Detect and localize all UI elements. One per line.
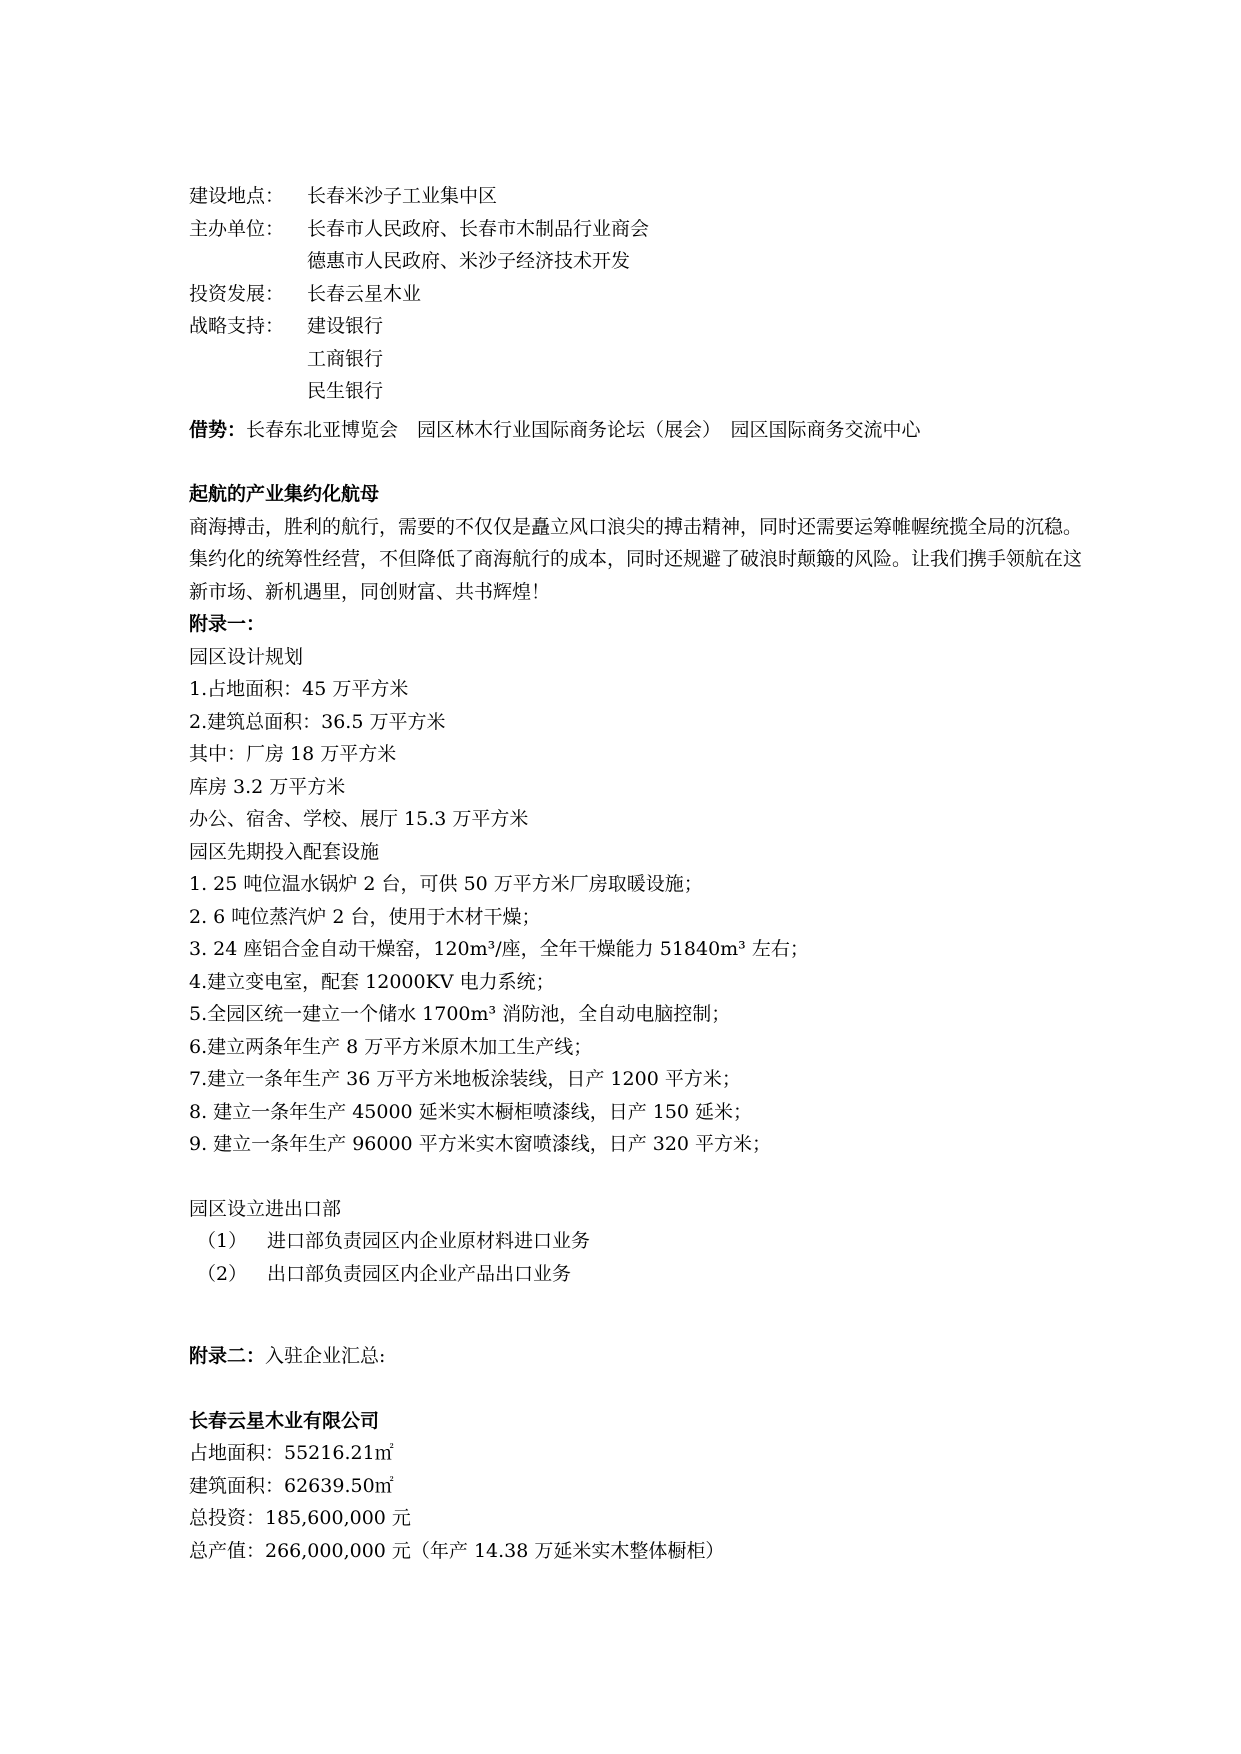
appendix2-title-suffix: 入驻企业汇总: <box>265 1345 386 1367</box>
location-label: 建设地点： <box>189 185 285 207</box>
company-item: 总投资：185,600,000 元 <box>189 1507 411 1529</box>
location-value: 长春米沙子工业集中区 <box>307 185 498 207</box>
support-row <box>189 310 1089 343</box>
appendix1-title: 附录一： <box>189 613 266 635</box>
facility-item: 4.建立变电室，配套 12000KV 电力系统； <box>189 970 555 993</box>
section1-body: 商海搏击，胜利的航行，需要的不仅仅是矗立风口浪尖的搏击精神，同时还需要运筹帷幄统揽全局的沉稳。集约化的统筹性经营，不但降低了商海航行的成本，同时还规避了破浪时颠簸的风险。让我们携手领航在这新市场、新机遇里，同创财富、共书辉煌！ <box>189 515 1083 603</box>
investment-value: 长春云星木业 <box>307 282 422 305</box>
company-item: 占地面积：55216.21㎡ <box>189 1442 394 1464</box>
leverage-row <box>189 414 1089 447</box>
location-row <box>189 180 1089 213</box>
company-item: 总产值：266,000,000 元（年产 14.38 万延米实木整体橱柜） <box>189 1539 725 1562</box>
appendix2-heading <box>189 1340 1089 1373</box>
spacer <box>189 446 1089 478</box>
facility-item: 8. 建立一条年生产 45000 延米实木橱柜喷漆线，日产 150 延米； <box>189 1100 753 1123</box>
investment-label: 投资发展： <box>189 282 285 305</box>
facility-item: 2. 6 吨位蒸汽炉 2 台，使用于木材干燥； <box>189 905 541 928</box>
host-label: 主办单位： <box>189 217 285 240</box>
facility-item: 6.建立两条年生产 8 万平方米原木加工生产线； <box>189 1035 593 1058</box>
plan-title: 园区设计规划 <box>189 645 304 668</box>
dept-text: 进口部负责园区内企业原材料进口业务 <box>267 1230 591 1252</box>
plan-item: 库房 3.2 万平方米 <box>189 775 346 798</box>
plan-item: 1.占地面积：45 万平方米 <box>189 678 409 700</box>
dept-num: （2） <box>197 1262 248 1285</box>
facility-item: 5.全园区统一建立一个储水 1700m³ 消防池，全自动电脑控制； <box>189 1003 731 1025</box>
dept-title: 园区设立进出口部 <box>189 1197 342 1220</box>
support-row-2 <box>189 343 1089 376</box>
plan-item: 办公、宿舍、学校、展厅 15.3 万平方米 <box>189 808 529 830</box>
dept-item <box>189 1258 1089 1291</box>
leverage-value: 长春东北亚博览会 园区林木行业国际商务论坛（展会） 园区国际商务交流中心 <box>246 418 921 441</box>
support-label: 战略支持： <box>189 315 285 337</box>
spacer <box>189 1161 1089 1193</box>
support-bank-1: 建设银行 <box>307 315 384 337</box>
support-row-3 <box>189 375 1089 408</box>
spacer <box>189 1290 1089 1340</box>
document-page <box>189 180 1089 1567</box>
facilities-title: 园区先期投入配套设施 <box>189 840 380 863</box>
host-row-2 <box>189 245 1089 278</box>
dept-text: 出口部负责园区内企业产品出口业务 <box>267 1262 572 1285</box>
dept-num: （1） <box>197 1230 248 1252</box>
facility-item: 7.建立一条年生产 36 万平方米地板涂装线，日产 1200 平方米； <box>189 1068 741 1090</box>
facility-item: 9. 建立一条年生产 96000 平方米实木窗喷漆线，日产 320 平方米； <box>189 1133 772 1155</box>
facility-item: 1. 25 吨位温水锅炉 2 台，可供 50 万平方米厂房取暖设施； <box>189 873 703 895</box>
host-value-1: 长春市人民政府、长春市木制品行业商会 <box>307 217 650 240</box>
facility-item: 3. 24 座铝合金自动干燥窑，120m³/座，全年干燥能力 51840m³ 左右； <box>189 938 809 960</box>
support-bank-2: 工商银行 <box>307 347 384 370</box>
company-item: 建筑面积：62639.50㎡ <box>189 1474 394 1497</box>
spacer <box>189 1373 1089 1405</box>
plan-item: 其中：厂房 18 万平方米 <box>189 743 397 765</box>
appendix2-title: 附录二： <box>189 1345 266 1367</box>
company-name: 长春云星木业有限公司 <box>189 1409 380 1432</box>
leverage-label: 借势： <box>189 418 247 441</box>
section1-title: 起航的产业集约化航母 <box>189 483 380 505</box>
host-row <box>189 213 1089 246</box>
support-bank-3: 民生银行 <box>307 380 384 402</box>
dept-item <box>189 1225 1089 1258</box>
plan-item: 2.建筑总面积：36.5 万平方米 <box>189 710 446 733</box>
host-value-2: 德惠市人民政府、米沙子经济技术开发 <box>307 250 631 272</box>
investment-row <box>189 278 1089 311</box>
